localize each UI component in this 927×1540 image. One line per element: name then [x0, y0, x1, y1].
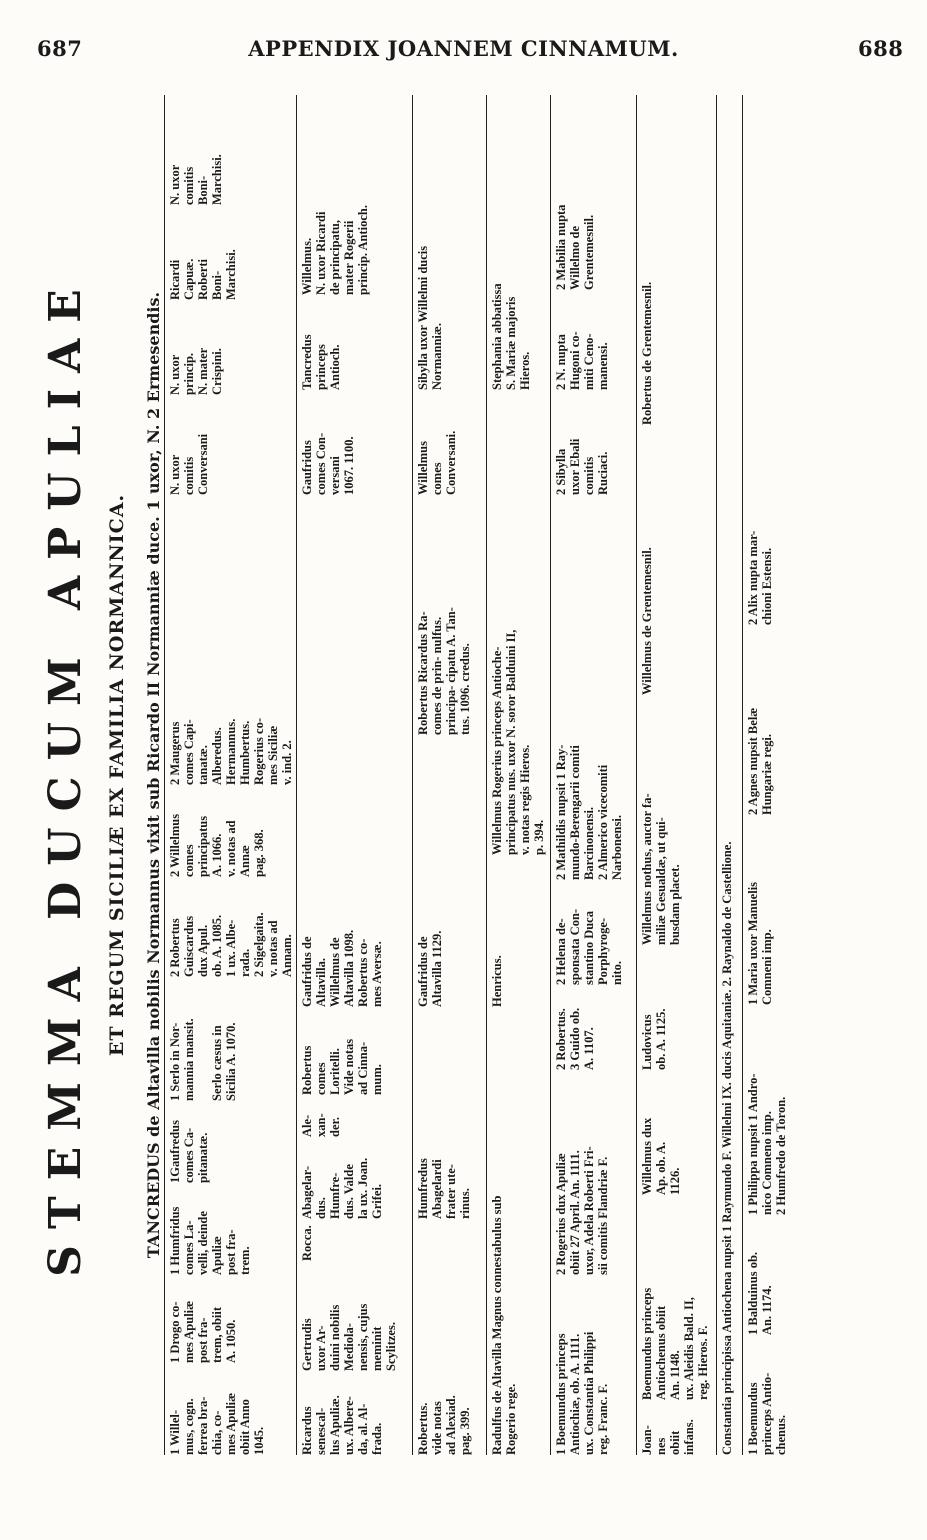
genealogy-entry: 2 Robertus Guiscardus dux Apul. ob. A. 1085. 1 ux. Albe- rada. 2 Sigelgaita. v. notas ad Annam.: [168, 912, 294, 977]
rule: [296, 95, 297, 1455]
genealogy-entry: 2 N. nupta Hugoni co- miti Ceno- manensi.: [554, 331, 610, 390]
genealogy-entry: Willelmus Rogerius princeps Antioche- principatus nus. uxor N. soror Balduini II, v. notas regis Hieros. p. 394.: [490, 629, 546, 855]
running-title: APPENDIX JOANNEM CINNAMUM.: [248, 36, 679, 61]
rule: [716, 95, 717, 1455]
genealogy-entry: Radulfus de Altavilla Magnus connestabulus sub Rogerio rege.: [490, 1195, 518, 1455]
rule: [550, 95, 551, 1455]
genealogy-entry: 2 Rogerius dux Apuliæ obiit 27 April. An. 1111. uxor, Adela Roberti Fri- sii comitis Flandriæ F.: [554, 1146, 610, 1275]
genealogy-entry: Constantia principissa Antiochena nupsit 1 Raymundo F. Willelmi IX. ducis Aquitaniæ. 2. Raynaldo de Castellione.: [720, 841, 734, 1455]
genealogy-entry: 2 Robertus. 3 Guido ob. A. 1107.: [554, 1007, 596, 1070]
genealogy-entry: Ricardi Capuæ. Roberti Boni- Marchisi.: [168, 249, 238, 300]
genealogy-entry: 2 Alix nupta mar- chioni Estensi.: [746, 530, 774, 625]
lineage-line: TANCREDUS de Altavilla nobilis Normannus vixit sub Ricardo II Normanniæ duce. 1 uxor, N. 2 Ermesendis.: [144, 291, 163, 1259]
genealogy-entry: 1 Humfridus comes La- velli, deinde Apuliæ post fra- trem.: [168, 1206, 252, 1275]
rule: [412, 95, 413, 1455]
genealogy-entry: Robertus. vide notas ad Alexiad. pag. 399.: [416, 1395, 472, 1455]
genealogy-entry: Robertus Ricardus Ra- comes de prin- nulfus. principa- cipatu A. Tan- tus. 1096. credus.: [416, 607, 472, 735]
genealogy-entry: 2 Agnes nupsit Belæ Hungariæ regi.: [746, 707, 774, 815]
genealogy-entry: Willelmus. N. uxor Ricardi de principatu, mater Rogerii princip. Antioch.: [300, 205, 370, 295]
genealogy-entry: N. uxor comitis Conversani: [168, 433, 210, 495]
genealogy-entry: 2 Mathildis nupsit 1 Ray- mundo-Berengarii comiti Barcinonensi. 2 Almerico vicecomiti Narbonensi.: [554, 744, 624, 880]
genealogy-entry: 1 Serlo in Nor- mannia mansit. Serlo cæsus in Sicilia A. 1070.: [168, 1018, 238, 1101]
genealogy-entry: Ludovicus ob. A. 1125.: [640, 1008, 668, 1070]
rule: [486, 95, 487, 1455]
genealogy-entry: Joan- nes obiit infans.: [640, 1419, 696, 1455]
rule: [742, 95, 743, 1455]
genealogy-entry: Gaufridus de Altavilla. Willelmus de Altavilla 1098. Robertus co- mes Aversæ.: [300, 929, 384, 1007]
genealogy-entry: 1 Boemundus princeps Antiochiæ, ob. A. 1111. ux. Constantia Philippi reg. Franc. F.: [554, 1331, 610, 1455]
genealogy-entry: Willelmus nothus, auctor fa- miliæ Gesualdæ, ut qui- busdam placet.: [640, 793, 682, 945]
genealogy-entry: 1 Willel- mus, cogn. ferrea bra- chia, co- mes Apuliæ obiit Anno 1045.: [168, 1392, 266, 1455]
genealogy-entry: N. uxor comitis Boni- Marchisi.: [168, 154, 224, 205]
genealogy-entry: Willelmus de Grentemesnil.: [640, 547, 654, 695]
genealogy-entry: Willelmus comes Conversani.: [416, 430, 458, 495]
genealogy-entry: 1 Maria uxor Manuelis Comneni imp.: [746, 881, 774, 1005]
genealogy-table: [40, 95, 830, 1455]
genealogy-entry: Rocca.: [300, 1225, 314, 1261]
genealogy-entry: N. uxor princip. N. mater Crispini.: [168, 347, 224, 395]
genealogy-entry: Stephania abbatissa S. Mariæ majoris Hieros.: [490, 283, 532, 390]
table-subtitle: ET REGUM SICILIÆ EX FAMILIA NORMANNICA.: [106, 493, 128, 1057]
page-number-left: 687: [37, 36, 83, 61]
genealogy-entry: Sibylla uxor Willelmi ducis Normanniæ.: [416, 245, 444, 390]
genealogy-entry: Abagelar- dus. Humfre- dus. Valde la ux. Joan. Grifei.: [300, 1157, 384, 1219]
genealogy-entry: Gaufridus comes Con- versani 1067. 1100.: [300, 432, 356, 495]
genealogy-entry: Robertus de Grentemesnil.: [640, 281, 654, 425]
genealogy-entry: 1 Drogo co- mes Apuliæ post fra- trem, obiit A. 1050.: [168, 1300, 238, 1363]
genealogy-entry: 1 Balduinus ob. An. 1174.: [746, 1251, 774, 1335]
genealogy-entry: Boemundus princeps Antiochenus obiit An. 1148. ux. Aleidis Bald. II, reg. Hieros. F.: [640, 1287, 710, 1400]
genealogy-entry: Gaufridus de Altavilla 1129.: [416, 930, 444, 1007]
rule: [636, 95, 637, 1455]
genealogy-entry: 1 Philippa nupsit 1 Andro- nico Comneno imp. 2 Humfredo de Toron.: [746, 1073, 788, 1215]
genealogy-entry: Willelmus dux Ap. ob. A. 1126.: [640, 1117, 682, 1195]
genealogy-entry: 1 Boemundus princeps Antio- chenus.: [746, 1372, 788, 1455]
genealogy-entry: 2 Willelmus comes principatus A. 1066. v. notas ad Annæ pag. 368.: [168, 813, 266, 877]
genealogy-entry: 2 Sibylla uxor Ebali comitis Ruciaci.: [554, 438, 610, 495]
genealogy-entry: Tancredus princeps Antioch.: [300, 334, 342, 390]
genealogy-entry: Humfredus Abagelardi frater ute- rinus.: [416, 1158, 472, 1219]
genealogy-entry: Robertus comes Loritelli. Vide notas ad Cinna- mum.: [300, 1038, 384, 1095]
table-title: STEMMA DUCUM APULIAE: [40, 273, 91, 1277]
page-number-right: 688: [858, 36, 904, 61]
genealogy-entry: 2 Helena de- sponsata Con- stantino Duca Porphyroge- nito.: [554, 908, 624, 985]
genealogy-entry: Gertrudis uxor Ar- duini nobilis Mediola- nensis, cujus meminit Scylitzes.: [300, 1303, 398, 1371]
genealogy-entry: Ale- xan- der.: [300, 1113, 342, 1137]
rule: [164, 95, 165, 1455]
genealogy-entry: 2 Maugerus comes Capi- tanatæ. Alberedus. Hermannus. Humbertus. Rogerius co- mes Siciliæ v. ind. 2.: [168, 718, 294, 785]
genealogy-entry: 2 Mabilia nupta Willelmo de Grentemesnil.: [554, 204, 596, 290]
genealogy-entry: Henricus.: [490, 955, 504, 1007]
genealogy-entry: Ricardus senescal- lus Apuliæ. ux. Albere- da, al. Al- frada.: [300, 1395, 384, 1455]
genealogy-entry: 1Gaufredus comes Ca- pitanatæ.: [168, 1120, 210, 1183]
